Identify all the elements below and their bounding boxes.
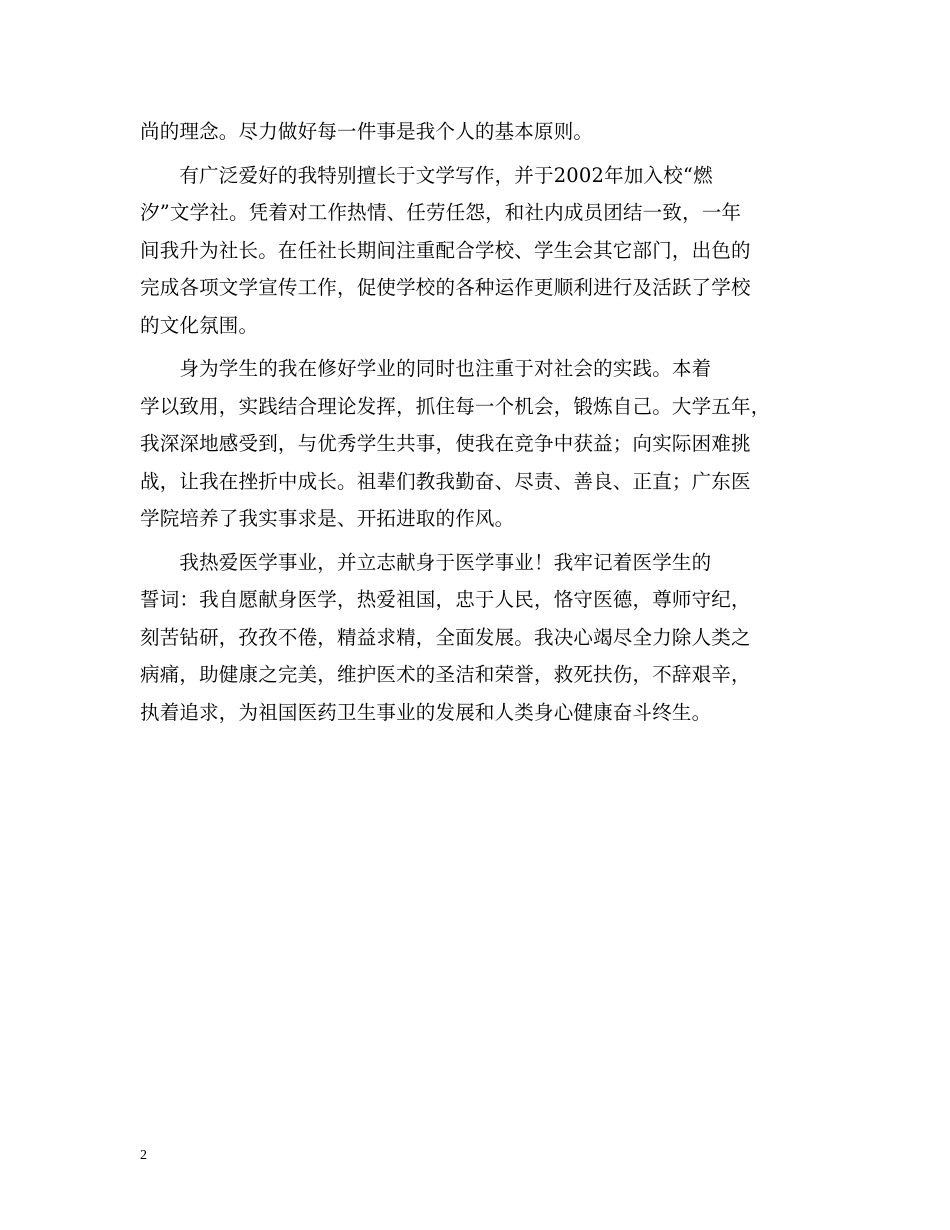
text-line: 学以致用，实践结合理论发挥，抓住每一个机会，锻炼自己。大学五年， xyxy=(140,394,771,418)
text-line: 有广泛爱好的我特别擅长于文学写作，并于2002年加入校“燃 xyxy=(140,163,713,187)
page-number: 2 xyxy=(140,1148,147,1163)
text-line: 间我升为社长。在任社长期间注重配合学校、学生会其它部门，出色的 xyxy=(140,238,751,262)
document-body xyxy=(140,113,820,731)
text-line: 我热爱医学事业，并立志献身于医学事业！我牢记着医学生的 xyxy=(140,550,712,574)
text-line: 尚的理念。尽力做好每一件事是我个人的基本原则。 xyxy=(140,120,594,143)
text-line: 执着追求，为祖国医药卫生事业的发展和人类身心健康奋斗终生。 xyxy=(140,700,712,724)
text-line: 我深深地感受到，与优秀学生共事，使我在竞争中获益；向实际困难挑 xyxy=(140,432,751,455)
text-line: 战，让我在挫折中成长。祖辈们教我勤奋、尽责、善良、正直；广东医 xyxy=(140,469,751,493)
paragraph-2 xyxy=(140,157,820,345)
text-line: 完成各项文学宣传工作，促使学校的各种运作更顺利进行及活跃了学校 xyxy=(140,276,751,299)
text-line: 刻苦钻研，孜孜不倦，精益求精，全面发展。我决心竭尽全力除人类之 xyxy=(140,625,751,649)
text-line: 的文化氛围。 xyxy=(140,313,259,337)
paragraph-1 xyxy=(140,113,820,151)
paragraph-3 xyxy=(140,350,820,538)
text-line: 身为学生的我在修好学业的同时也注重于对社会的实践。本着 xyxy=(140,357,712,380)
text-line: 汐”文学社。凭着对工作热情、任劳任怨，和社内成员团结一致，一年 xyxy=(140,201,742,224)
text-line: 学院培养了我实事求是、开拓进取的作风。 xyxy=(140,507,515,530)
paragraph-4 xyxy=(140,544,820,732)
text-line: 誓词：我自愿献身医学，热爱祖国，忠于人民，恪守医德，尊师守纪， xyxy=(140,588,751,611)
text-line: 病痛，助健康之完美，维护医术的圣洁和荣誉，救死扶伤，不辞艰辛， xyxy=(140,663,751,686)
